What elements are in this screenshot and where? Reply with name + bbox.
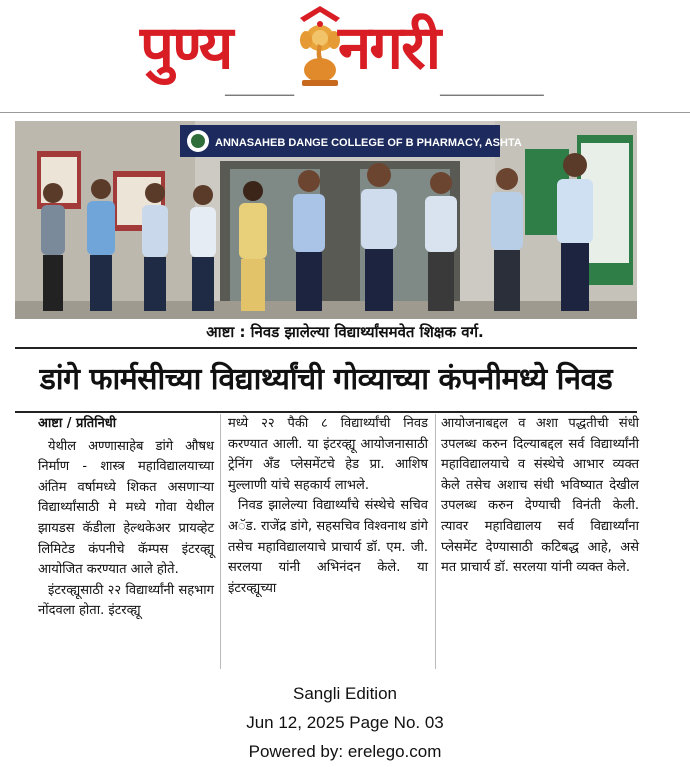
masthead-title-left: पुण्य <box>140 13 232 83</box>
column-2-paragraph-2: निवड झालेल्या विद्यार्थ्यांचे संस्थेचे सचिव अॅड. राजेंद्र डांगे, सहसचिव विश्वनाथ डांगे तसेच महाविद्यालयाचे प्राचार्य डॉ. एम. जी. सरलया यांनी अभिनंदन केले. या इंटरव्ह्यूच्या <box>228 498 428 596</box>
dateline-left-mark: ▔▔▔▔▔▔▔▔▔▔ <box>225 96 295 106</box>
masthead <box>0 0 690 98</box>
column-divider-1 <box>220 414 221 669</box>
footer-edition: Sangli Edition <box>293 684 397 703</box>
masthead-title-right: नगरी <box>338 13 440 83</box>
photo-caption: आष्टा : निवड झालेल्या विद्यार्थ्यांसमवेत शिक्षक वर्ग. <box>206 323 484 341</box>
dateline-right-mark: ▔▔▔▔▔▔▔▔▔▔▔▔▔▔▔ <box>440 96 544 106</box>
column-3-paragraph-1: आयोजनाबद्दल व अशा पद्धतीची संधी उपलब्ध करुन दिल्याबद्दल सर्व विद्यार्थ्यांनी महाविद्यालयाचे व संस्थेचे आभार व्यक्त केले तसेच अशाच संधी भविष्यात देखील उपलब्ध करुन देण्याची विनंती केली. त्यावर महाविद्यालय सर्व विद्यार्थ्यांना प्लेसमेंट देण्यासाठी कटिबद्ध आहे, असे मत प्राचार्य डॉ. सरलया यांनी व्यक्त केले. <box>441 416 639 576</box>
column-2-paragraph-1: मध्ये २२ पैकी ८ विद्यार्थ्यांची निवड करण्यात आली. या इंटरव्ह्यू आयोजनासाठी ट्रेनिंग अँड प्लेसमेंटचे हेड प्रा. आशिष मुल्लाणी यांचे सहकार्य लाभले. <box>228 416 428 493</box>
column-divider-2 <box>435 414 436 669</box>
footer-date-page: Jun 12, 2025 Page No. 03 <box>246 713 444 732</box>
article-column-1 <box>38 414 214 622</box>
article-headline: डांगे फार्मसीच्या विद्यार्थ्यांची गोव्याच्या कंपनीमध्ये निवड <box>39 362 613 397</box>
column-1-paragraph-2: इंटरव्ह्यूसाठी २२ विद्यार्थ्यांनी सहभाग नोंदवला होता. इंटरव्ह्यू <box>38 582 214 619</box>
group-photo-illustration <box>15 121 637 319</box>
article-column-3 <box>441 414 639 579</box>
article-byline: आष्टा / प्रतिनिधी <box>38 416 117 431</box>
column-1-paragraph-1: येथील अण्णासाहेब डांगे औषध निर्माण - शास्त्र महाविद्यालयाच्या अंतिम वर्षामध्ये शिकत असणाऱ्या विद्यार्थ्यांसाठी मे मध्ये गोवा येथील झायडस कॅडीला हेल्थकेअर प्रायव्हेट लिमिटेड कंपनीचे कॅम्पस इंटरव्ह्यू आयोजित करण्यात आले होते. <box>38 438 214 578</box>
college-banner-text: ANNASAHEB DANGE COLLEGE OF B PHARMACY, ASHTA <box>215 137 522 149</box>
article-column-2 <box>228 414 428 599</box>
dateline-strip <box>0 96 690 113</box>
headline-box <box>15 347 637 413</box>
footer-powered-by: Powered by: erelego.com <box>248 742 442 761</box>
group-photo <box>15 121 637 319</box>
